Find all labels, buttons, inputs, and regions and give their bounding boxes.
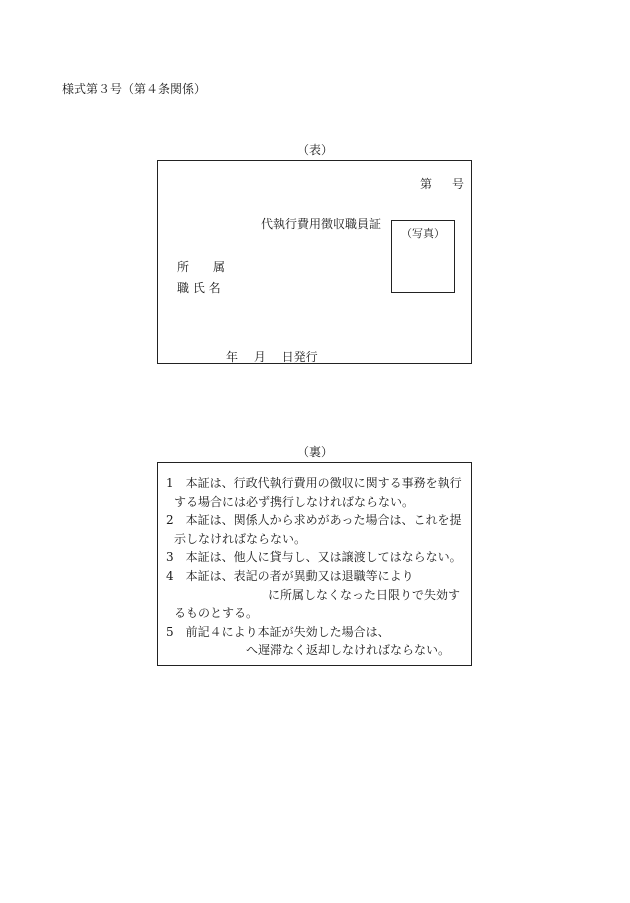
back-side-label: （裏） [296,445,333,459]
photo-placeholder [391,220,455,293]
note-line: する場合には必ず携行しなければならない。 [174,494,415,509]
front-side-label: （表） [296,143,333,157]
note-line: るものとする。 [174,606,259,621]
note-line: 2 本証は、関係人から求めがあった場合は、これを提 [166,513,462,528]
note-line: へ遅滞なく返却しなければならない。 [246,643,451,658]
note-line: 1 本証は、行政代執行費用の徴収に関する事務を執行 [166,476,462,490]
note-line: 5 前記４により本証が失効した場合は、 [166,624,390,639]
note-line: に所属しなくなった日限りで失効す [268,587,461,602]
form-number-label: 様式第３号（第４条関係） [62,82,207,96]
number-suffix: 号 [451,177,464,191]
number-prefix: 第 [419,177,432,191]
affiliation-label: 所 属 [177,260,226,274]
photo-label: （写真） [401,227,445,240]
certificate-number-label [420,175,464,192]
id-card-front [157,160,472,364]
id-card-back [157,462,472,666]
job-title-name-label: 職 氏 名 [177,281,221,295]
note-line: 4 本証は、表記の者が異動又は退職等により [166,568,414,583]
note-line: 3 本証は、他人に貸与し、又は譲渡してはならない。 [166,550,462,565]
certificate-title: 代執行費用徴収職員証 [261,217,382,231]
notes-list [166,474,465,660]
note-line: 示しなければならない。 [174,531,307,546]
issue-date-label: 年 月 日発行 [226,350,318,364]
